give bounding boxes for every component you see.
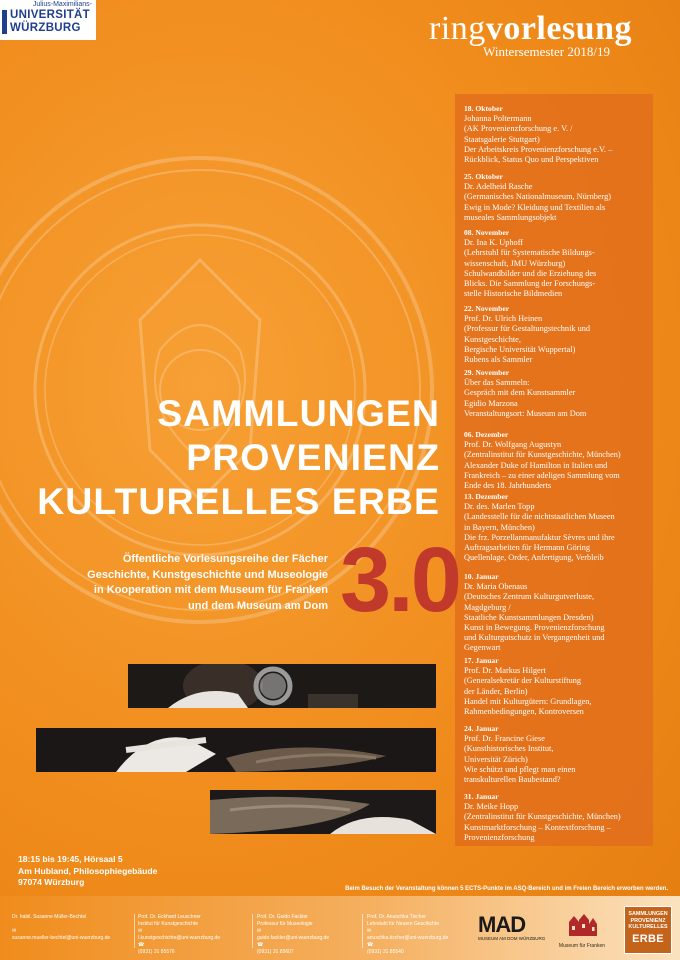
- event-line: Die frz. Porzellanmanufaktur Sèvres und ihre: [464, 532, 615, 542]
- contact-phone: ☎ (0931) 31 85576: [138, 942, 175, 955]
- event-line: Über das Sammeln:: [464, 378, 530, 388]
- event-details: [464, 378, 632, 419]
- event-line: Staatliche Kunstsammlungen Dresden): [464, 612, 594, 622]
- event-line: Bergische Universität Wuppertal): [464, 344, 576, 354]
- event-details: [464, 734, 632, 785]
- contact-name: Dr. habil. Susanne Müller-Bechtel: [12, 914, 87, 920]
- event-details: [464, 802, 632, 843]
- contact-4: [367, 914, 448, 956]
- event-line: Kunstgeschichte,: [464, 334, 521, 344]
- mad-wordmark: MAD: [478, 912, 526, 937]
- venue-info: [18, 854, 157, 889]
- university-logo-small: Julius-Maximilians-: [32, 1, 92, 8]
- event-line: Blicks. Die Sammlung der Forschungs-: [464, 279, 596, 289]
- series-title-bold: vorlesung: [485, 10, 632, 47]
- event-line: Schulwandbilder und die Erziehung des: [464, 268, 597, 278]
- version-number: 3.0: [340, 529, 459, 631]
- contact-email[interactable]: ✉ guido.fackler@uni-wuerzburg.de: [257, 928, 330, 941]
- event-line: Magdgeburg /: [464, 602, 511, 612]
- event-item: [464, 430, 632, 491]
- contact-divider: [134, 914, 135, 948]
- contact-divider: [362, 914, 363, 948]
- venue-city: 97074 Würzburg: [18, 877, 85, 887]
- event-line: Veranstaltungsort: Museum am Dom: [464, 408, 587, 418]
- object-photo: [210, 790, 436, 834]
- event-item: [464, 492, 632, 563]
- event-date: 13. Dezember: [464, 492, 509, 501]
- headline-line1: SAMMLUNGEN: [157, 392, 440, 434]
- event-date: 08. November: [464, 228, 510, 237]
- event-date: 25. Oktober: [464, 172, 503, 181]
- contact-1: [12, 914, 110, 942]
- venue-building: Am Hubland, Philosophiegebäude: [18, 865, 158, 876]
- contact-email[interactable]: ✉ l.kunstgeschichte@uni-wuerzburg.de: [138, 928, 221, 941]
- headline-line3: KULTURELLES ERBE: [37, 480, 440, 522]
- event-item: [464, 724, 632, 785]
- event-line: Der Arbeitskreis Provenienzforschung e.V. –: [464, 144, 613, 154]
- venue-time: 18:15 bis 19:45, Hörsaal 5: [18, 854, 123, 864]
- event-details: [464, 440, 632, 491]
- event-line: (Germanisches Nationalmuseum, Nürnberg): [464, 192, 612, 202]
- ects-note: Beim Besuch der Veranstaltung können 5 ECTS-Punkte im ASQ-Bereich und im Freien Bereich erworben werden.: [345, 886, 668, 892]
- event-line: Staatsgalerie Stuttgart): [464, 134, 540, 144]
- subtitle-line: und dem Museum am Dom: [188, 599, 328, 612]
- event-line: (AK Provenienzforschung e. V. /: [464, 124, 573, 134]
- event-line: (Landesstelle für die nichtstaatlichen Museen: [464, 512, 615, 522]
- event-item: [464, 104, 632, 165]
- headline-line2: PROVENIENZ: [186, 436, 440, 478]
- contact-email[interactable]: ✉ susanne.mueller-bechtel@uni-wuerzburg.de: [12, 928, 111, 941]
- event-details: [464, 666, 632, 717]
- event-line: Prof. Dr. Wolfgang Augustyn: [464, 440, 562, 450]
- event-item: [464, 656, 632, 717]
- event-line: Rubens als Sammler: [464, 355, 533, 365]
- event-date: 29. November: [464, 368, 510, 377]
- contact-phone: ☎ (0931) 31 85607: [257, 942, 294, 955]
- event-line: (Lehrstuhl für Systematische Bildungs-: [464, 248, 595, 258]
- mff-caption: Museum für Franken: [558, 943, 606, 949]
- mad-caption: MUSEUM AM DOM WÜRZBURG: [478, 936, 546, 941]
- subtitle-line: Öffentliche Vorlesungsreihe der Fächer: [122, 553, 328, 565]
- event-line: Handel mit Kulturgütern: Grundlagen,: [464, 696, 592, 706]
- contact-role: Institut für Kunstgeschichte: [138, 921, 199, 927]
- event-line: Egidio Marzona: [464, 398, 518, 408]
- event-item: [464, 792, 632, 843]
- event-date: 24. Januar: [464, 724, 499, 733]
- kulturelles-erbe-logo: [624, 906, 672, 954]
- contact-role: [12, 921, 110, 928]
- photo-strip-object: [210, 790, 436, 834]
- museum-am-dom-logo: [478, 912, 545, 941]
- photo-strip-magnifier: [128, 664, 436, 708]
- event-line: museales Sammlungsobjekt: [464, 212, 557, 222]
- event-details: [464, 502, 632, 563]
- event-line: Wie schützt und pflegt man einen: [464, 764, 576, 774]
- event-item: [464, 228, 632, 299]
- event-line: wissenschaft, JMU Würzburg): [464, 258, 566, 268]
- event-item: [464, 572, 632, 654]
- event-line: und Kulturgutschutz in Vergangenheit und: [464, 633, 605, 643]
- museum-fuer-franken-logo: [556, 912, 608, 949]
- series-title-light: ring: [429, 10, 486, 47]
- event-date: 10. Januar: [464, 572, 499, 581]
- event-line: (Zentralinstitut für Kunstgeschichte, München): [464, 812, 621, 822]
- subtitle-line: Geschichte, Kunstgeschichte und Museologie: [87, 568, 328, 581]
- event-details: [464, 182, 632, 223]
- event-line: transkulturellen Baubestand?: [464, 775, 561, 785]
- event-line: Auftragsarbeiten für Hermann Göring: [464, 543, 591, 553]
- ke-logo-line2: PROVENIENZ: [630, 917, 666, 924]
- photo-strip-gloves: [36, 728, 436, 772]
- event-line: Kunst in Bewegung. Provenienzforschung: [464, 623, 605, 633]
- event-line: der Länder, Berlin): [464, 686, 528, 696]
- event-details: [464, 114, 632, 165]
- event-line: Frankreich – zu einer adeligen Sammlung vom: [464, 470, 620, 480]
- event-date: 18. Oktober: [464, 104, 503, 113]
- event-line: Johanna Poltermann: [464, 114, 532, 124]
- event-line: Quellenlage, Order, Anfertigung, Verbleib: [464, 553, 604, 563]
- event-details: [464, 238, 632, 299]
- magnifier-photo: [128, 664, 436, 708]
- contact-email[interactable]: ✉ anuschka.tischer@uni-wuerzburg.de: [367, 928, 449, 941]
- event-line: Prof. Dr. Ulrich Heinen: [464, 314, 543, 324]
- university-logo: [0, 0, 96, 40]
- subtitle-line: in Kooperation mit dem Museum für Franken: [93, 584, 328, 596]
- event-date: 17. Januar: [464, 656, 499, 665]
- event-line: Gegenwart: [464, 643, 501, 653]
- university-logo-line2: WÜRZBURG: [10, 22, 81, 34]
- event-line: (Deutsches Zentrum Kulturgutverluste,: [464, 592, 595, 602]
- series-title: [429, 10, 632, 48]
- event-line: (Professur für Gestaltungstechnik und: [464, 324, 591, 334]
- event-line: stelle Historische Bildmedien: [464, 289, 563, 299]
- contact-3: [257, 914, 329, 956]
- event-line: Universität Zürich): [464, 754, 528, 764]
- event-line: Rahmenbedingungen, Kontroversen: [464, 707, 584, 717]
- event-line: Dr. Adelheid Rasche: [464, 182, 533, 192]
- event-line: Dr. des. Marlen Topp: [464, 502, 535, 512]
- event-line: (Kunsthistorisches Institut,: [464, 744, 554, 754]
- event-item: [464, 304, 632, 365]
- event-date: 06. Dezember: [464, 430, 509, 439]
- event-line: Prof. Dr. Markus Hilgert: [464, 666, 546, 676]
- event-line: Alexander Duke of Hamilton in Italien und: [464, 460, 608, 470]
- event-line: Kunstmarktforschung – Kontextforschung –: [464, 822, 611, 832]
- event-line: Ewig in Mode? Kleidung und Textilien als: [464, 202, 606, 212]
- event-line: (Zentralinstitut für Kunstgeschichte, München): [464, 450, 621, 460]
- university-logo-line1: UNIVERSITÄT: [10, 9, 90, 21]
- museum-franken-icon: [565, 912, 599, 938]
- event-line: Rückblick, Status Quo und Perspektiven: [464, 155, 599, 165]
- university-logo-bar: [2, 10, 7, 34]
- ke-logo-line3: KULTURELLES: [628, 924, 668, 930]
- event-line: Ende des 18. Jahrhunderts: [464, 481, 552, 491]
- ke-logo-big: ERBE: [632, 932, 664, 945]
- contact-2: [138, 914, 220, 956]
- contact-phone: ☎ (0931) 31 85540: [367, 942, 404, 955]
- event-line: Dr. Maria Obenaus: [464, 582, 528, 592]
- event-line: Dr. Meike Hopp: [464, 802, 519, 812]
- contact-role: Professur für Museologie: [257, 921, 313, 927]
- event-date: 31. Januar: [464, 792, 499, 801]
- event-item: [464, 368, 632, 419]
- event-line: Provenienzforschung: [464, 832, 535, 842]
- semester-label: Wintersemester 2018/19: [483, 44, 610, 59]
- contact-role: Lehrstuhl für Neuere Geschichte: [367, 921, 439, 927]
- gloves-photo: [36, 728, 436, 772]
- event-item: [464, 172, 632, 223]
- subtitle: [87, 552, 328, 614]
- contact-divider: [252, 914, 253, 948]
- contact-name: Prof. Dr. Guido Fackler: [257, 914, 308, 920]
- event-line: Dr. Ina K. Uphoff: [464, 238, 524, 248]
- event-line: in Bayern, München): [464, 522, 535, 532]
- event-line: Gespräch mit dem Kunstsammler: [464, 388, 576, 398]
- event-details: [464, 582, 632, 653]
- contact-name: Prof. Dr. Anuschka Tischer: [367, 914, 426, 920]
- event-line: Prof. Dr. Francine Giese: [464, 734, 545, 744]
- contact-name: Prof. Dr. Eckhard Leuschner: [138, 914, 201, 920]
- event-line: (Generalsekretär der Kulturstiftung: [464, 676, 582, 686]
- event-date: 22. November: [464, 304, 510, 313]
- event-details: [464, 314, 632, 365]
- ke-logo-line1: SAMMLUNGEN: [628, 911, 668, 917]
